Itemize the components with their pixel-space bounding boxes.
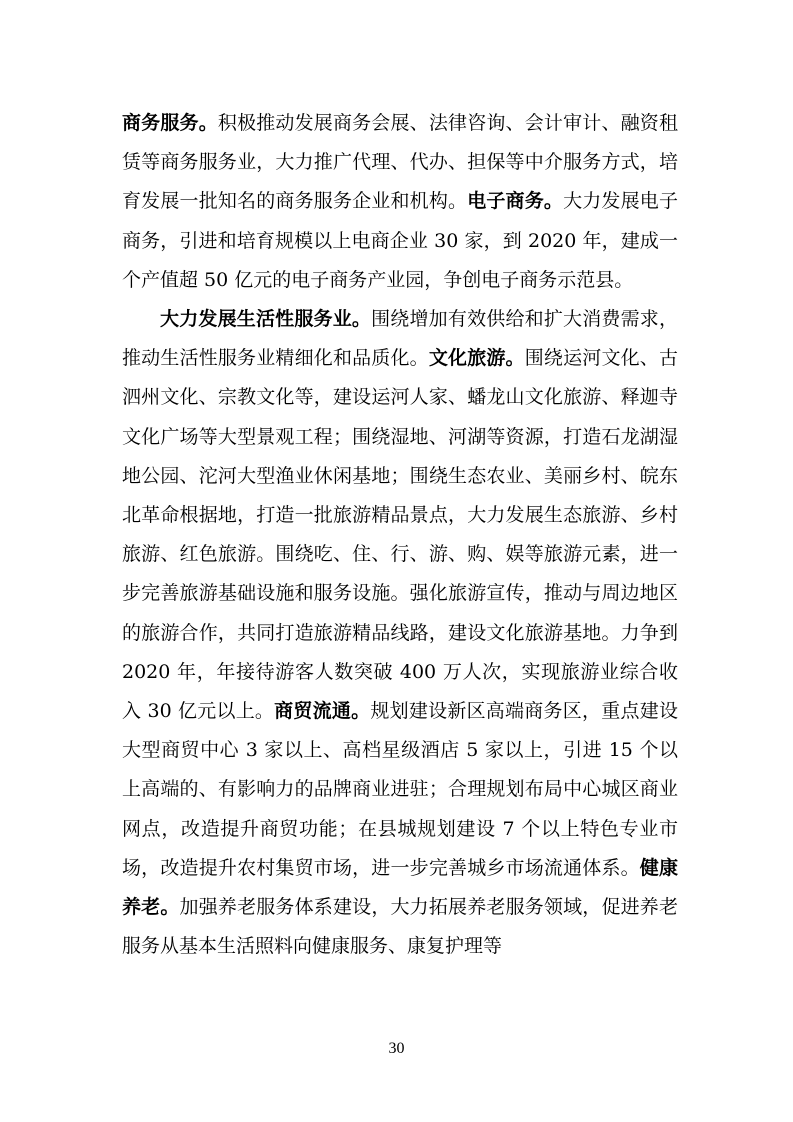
- text-life-services: 围绕增加有效供给和扩大消费需求，推动生活性服务业精细化和品质化。: [122, 308, 678, 370]
- text-cultural-tourism: 围绕运河文化、古泗州文化、宗教文化等，建设运河人家、蟠龙山文化旅游、释迦寺文化广场等大型景观工程；围绕湿地、河湖等资源，打造石龙湖湿地公园、沱河大型渔业休闲基地；围绕生态农业、美丽乡村、皖东北革命根据地，打造一批旅游精品景点，大力发展生态旅游、乡村旅游、红色旅游。围绕吃、住、行、游、购、娱等旅游元素，进一步完善旅游基础设施和服务设施。强化旅游宣传，推动与周边地区的旅游合作，共同打造旅游精品线路，建设文化旅游基地。力争到 2020 年，年接待游客人数突破 400 万人次，实现旅游业综合收入 30 亿元以上。: [122, 347, 678, 723]
- text-e-commerce: 大力发展电子商务，引进和培育规模以上电商企业 30 家，到 2020 年，建成一个产值超 50 亿元的电子商务产业园，争创电子商务示范县。: [122, 190, 678, 291]
- heading-commerce-circulation: 商贸流通。: [274, 700, 371, 723]
- text-commerce-circulation: 规划建设新区高端商务区，重点建设大型商贸中心 3 家以上、高档星级酒店 5 家以上，引进 15 个以上高端的、有影响力的品牌商业进驻；合理规划布局中心城区商业网点，改造提升商贸功能；在县城规划建设 7 个以上特色专业市场，改造提升农村集贸市场，进一步完善城乡市场流通体系。: [122, 700, 678, 879]
- document-body: [122, 104, 678, 966]
- heading-cultural-tourism: 文化旅游。: [428, 347, 525, 370]
- heading-business-services: 商务服务。: [122, 112, 218, 134]
- paragraph-life-services: [122, 300, 678, 966]
- paragraph-business-services: [122, 104, 678, 300]
- page-number: 30: [388, 1040, 405, 1057]
- heading-life-services: 大力发展生活性服务业。: [160, 308, 372, 331]
- text-health-elderly-care: 加强养老服务体系建设，大力拓展养老服务领域，促进养老服务从基本生活照料向健康服务、康复护理等: [122, 896, 678, 958]
- text-business-services: 积极推动发展商务会展、法律咨询、会计审计、融资租赁等商务服务业，大力推广代理、代办、担保等中介服务方式，培育发展一批知名的商务服务企业和机构。: [122, 112, 678, 213]
- heading-e-commerce: 电子商务。: [467, 190, 564, 213]
- heading-health-elderly-care: 健康养老。: [122, 856, 678, 919]
